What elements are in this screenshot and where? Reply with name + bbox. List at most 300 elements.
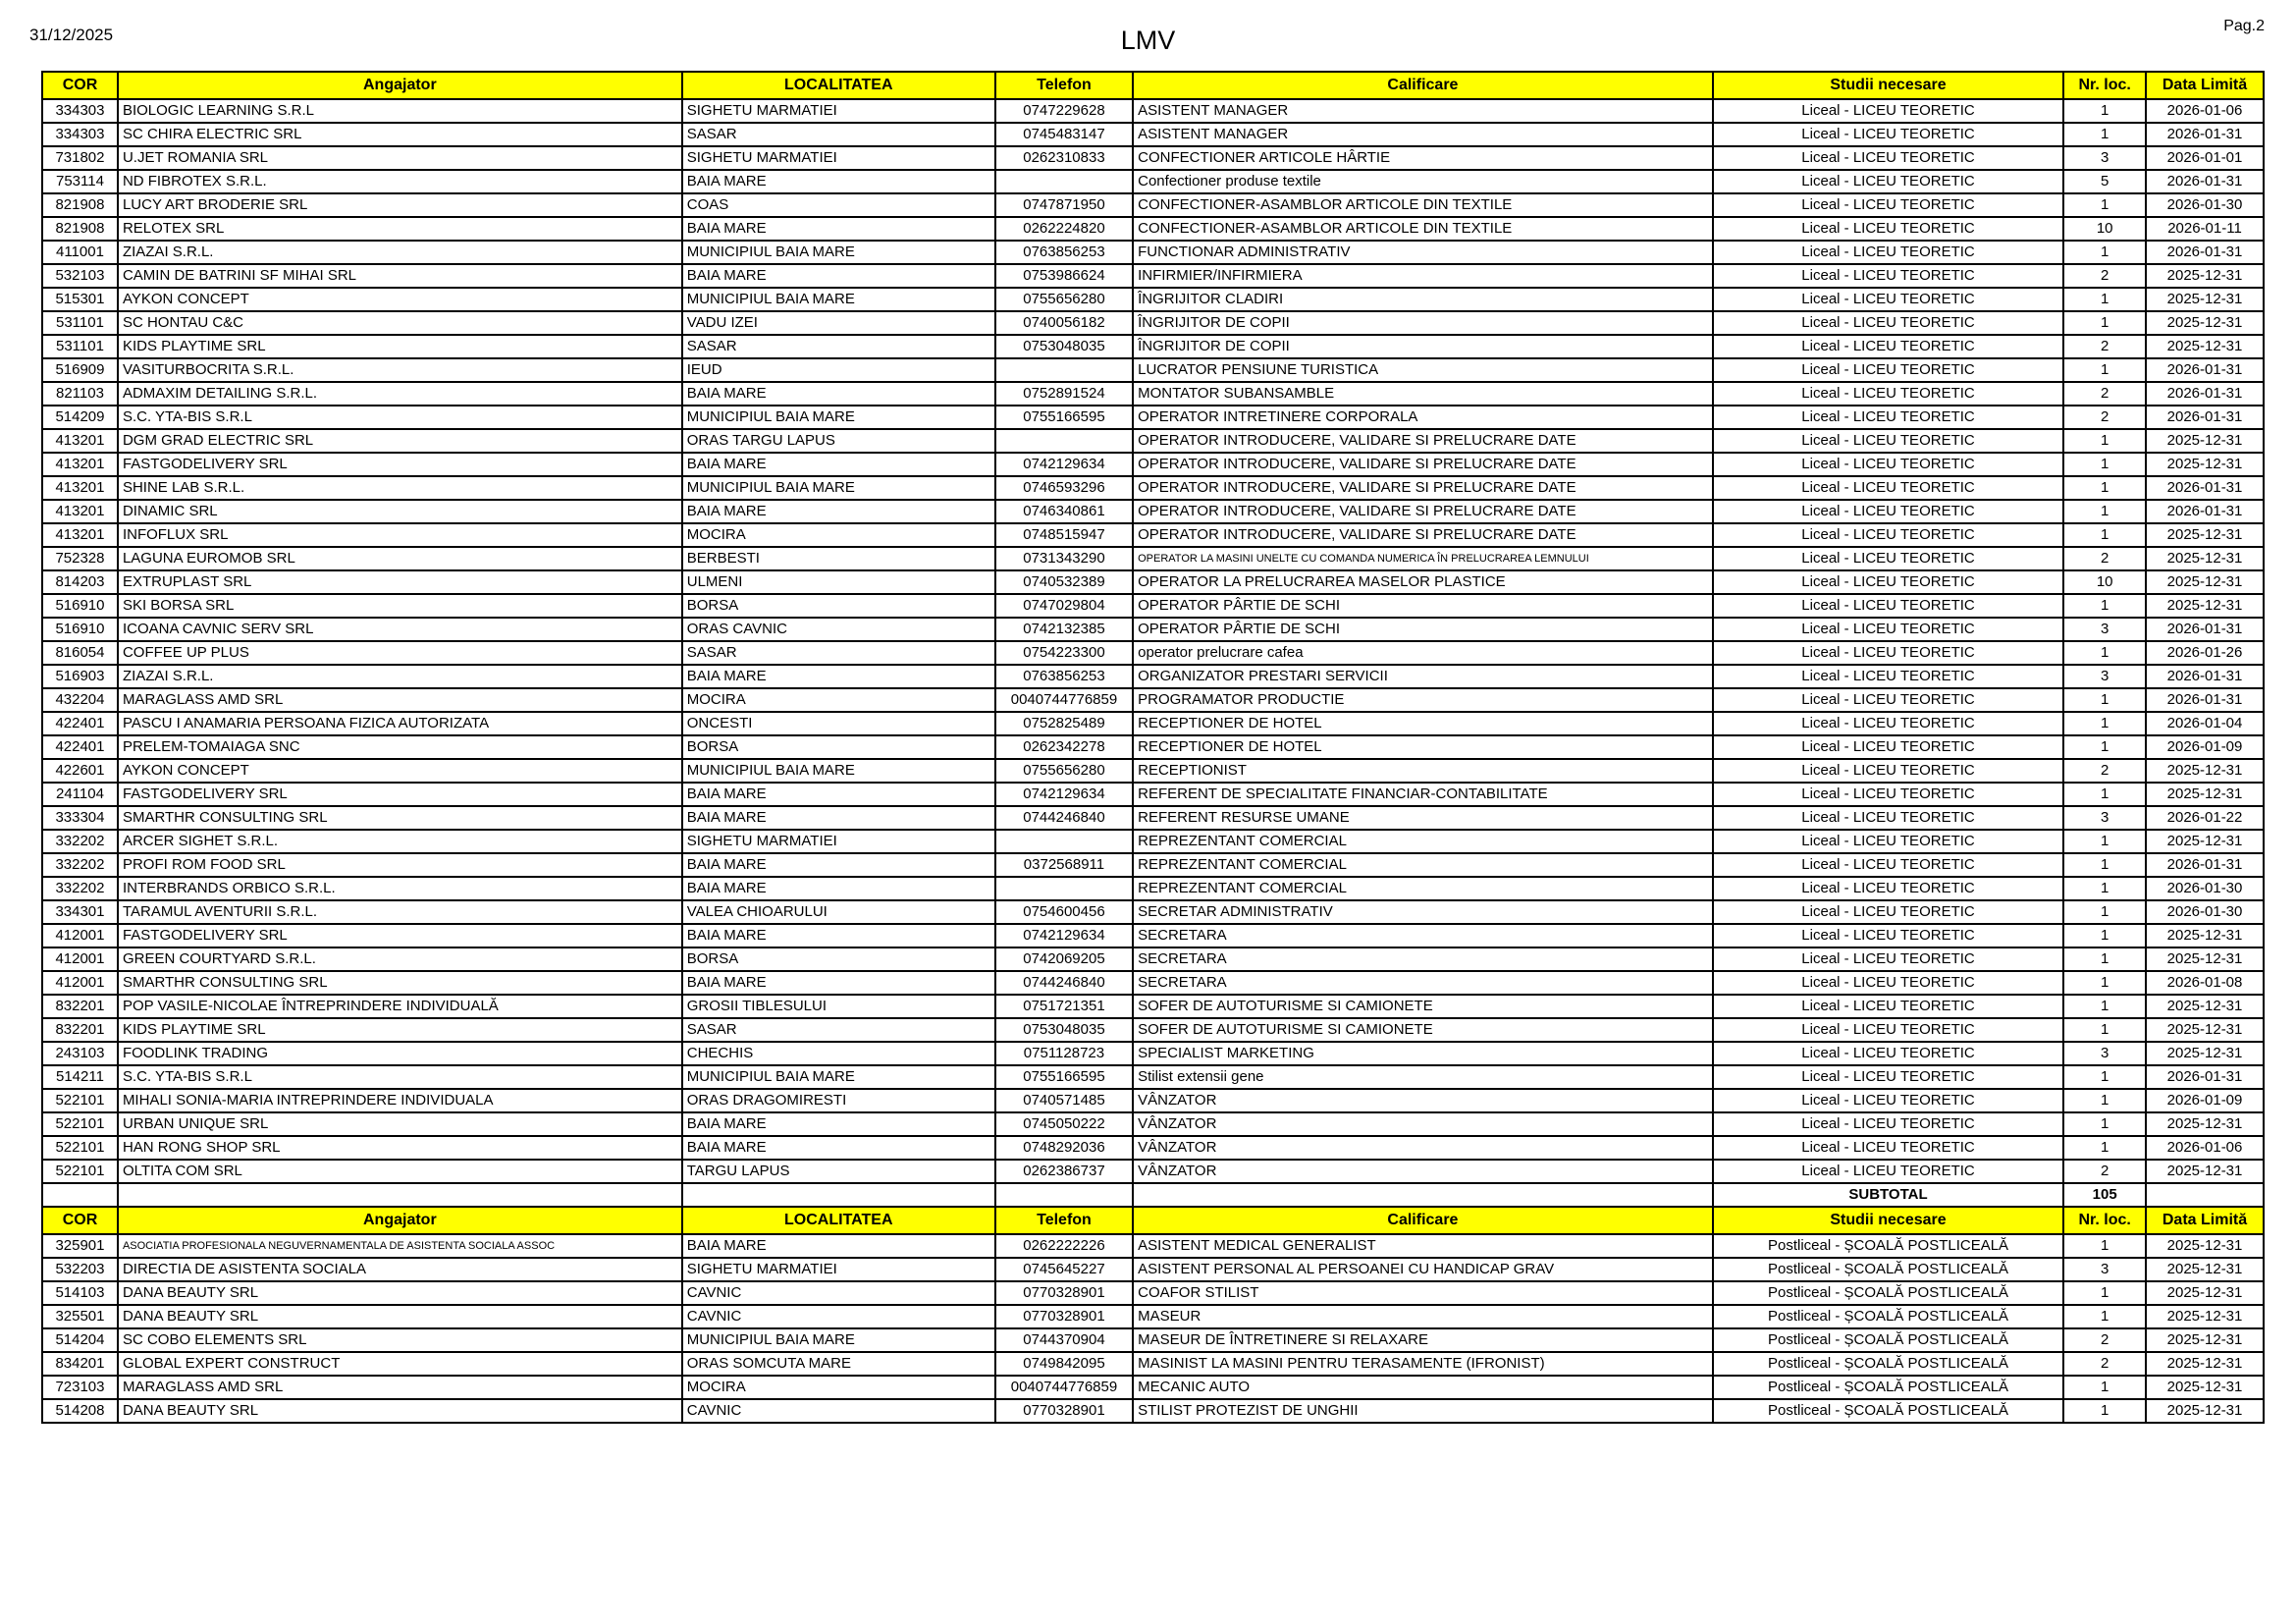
calificare-cell: CONFECTIONER ARTICOLE HÂRTIE — [1133, 146, 1713, 170]
data-limita-cell: 2025-12-31 — [2146, 995, 2264, 1018]
angajator-cell: INFOFLUX SRL — [118, 523, 682, 547]
vacancy-row — [42, 806, 2264, 830]
column-header-tel: Telefon — [995, 1207, 1133, 1234]
localitatea-cell: MUNICIPIUL BAIA MARE — [682, 1065, 995, 1089]
angajator-cell: SKI BORSA SRL — [118, 594, 682, 618]
cor-cell: 516910 — [42, 618, 118, 641]
vacancy-row — [42, 877, 2264, 900]
calificare-cell: ORGANIZATOR PRESTARI SERVICII — [1133, 665, 1713, 688]
vacancy-row — [42, 288, 2264, 311]
angajator-cell: KIDS PLAYTIME SRL — [118, 335, 682, 358]
data-limita-cell: 2026-01-01 — [2146, 146, 2264, 170]
studii-cell: Liceal - LICEU TEORETIC — [1713, 995, 2064, 1018]
telefon-cell: 0745645227 — [995, 1258, 1133, 1281]
nr-loc-cell: 10 — [2063, 570, 2146, 594]
angajator-cell: EXTRUPLAST SRL — [118, 570, 682, 594]
studii-cell: Liceal - LICEU TEORETIC — [1713, 1136, 2064, 1160]
angajator-cell: MARAGLASS AMD SRL — [118, 688, 682, 712]
data-limita-cell: 2025-12-31 — [2146, 429, 2264, 453]
nr-loc-cell: 1 — [2063, 641, 2146, 665]
calificare-cell: OPERATOR INTRODUCERE, VALIDARE SI PRELUCRARE DATE — [1133, 523, 1713, 547]
column-header-ang: Angajator — [118, 1207, 682, 1234]
angajator-cell: PRELEM-TOMAIAGA SNC — [118, 735, 682, 759]
column-header-tel: Telefon — [995, 72, 1133, 99]
cor-cell: 332202 — [42, 877, 118, 900]
cor-cell: 531101 — [42, 335, 118, 358]
column-header-cor: COR — [42, 72, 118, 99]
cor-cell: 325901 — [42, 1234, 118, 1258]
cor-cell: 332202 — [42, 830, 118, 853]
localitatea-cell: BAIA MARE — [682, 170, 995, 193]
angajator-cell: ASOCIATIA PROFESIONALA NEGUVERNAMENTALA DE ASISTENTA SOCIALA ASSOC — [118, 1234, 682, 1258]
column-header-nr: Nr. loc. — [2063, 1207, 2146, 1234]
angajator-cell: GREEN COURTYARD S.R.L. — [118, 947, 682, 971]
calificare-cell: OPERATOR INTRETINERE CORPORALA — [1133, 406, 1713, 429]
telefon-cell: 0262386737 — [995, 1160, 1133, 1183]
cor-cell: 334303 — [42, 99, 118, 123]
calificare-cell: PROGRAMATOR PRODUCTIE — [1133, 688, 1713, 712]
cor-cell: 333304 — [42, 806, 118, 830]
vacancy-row — [42, 830, 2264, 853]
cor-cell: 821103 — [42, 382, 118, 406]
telefon-cell: 0262224820 — [995, 217, 1133, 241]
vacancy-row — [42, 170, 2264, 193]
telefon-cell: 0740056182 — [995, 311, 1133, 335]
localitatea-cell: MUNICIPIUL BAIA MARE — [682, 406, 995, 429]
localitatea-cell: BAIA MARE — [682, 217, 995, 241]
studii-cell: Liceal - LICEU TEORETIC — [1713, 429, 2064, 453]
studii-cell: Liceal - LICEU TEORETIC — [1713, 1018, 2064, 1042]
cor-cell: 832201 — [42, 1018, 118, 1042]
studii-cell: Liceal - LICEU TEORETIC — [1713, 759, 2064, 783]
nr-loc-cell: 1 — [2063, 1065, 2146, 1089]
angajator-cell: GLOBAL EXPERT CONSTRUCT — [118, 1352, 682, 1376]
localitatea-cell: MOCIRA — [682, 1376, 995, 1399]
calificare-cell: OPERATOR INTRODUCERE, VALIDARE SI PRELUCRARE DATE — [1133, 429, 1713, 453]
vacancy-row — [42, 500, 2264, 523]
calificare-cell: operator prelucrare cafea — [1133, 641, 1713, 665]
localitatea-cell: BERBESTI — [682, 547, 995, 570]
calificare-cell: ÎNGRIJITOR DE COPII — [1133, 335, 1713, 358]
column-header-cal: Calificare — [1133, 72, 1713, 99]
calificare-cell: ASISTENT PERSONAL AL PERSOANEI CU HANDICAP GRAV — [1133, 1258, 1713, 1281]
angajator-cell: PASCU I ANAMARIA PERSOANA FIZICA AUTORIZATA — [118, 712, 682, 735]
telefon-cell: 0262342278 — [995, 735, 1133, 759]
studii-cell: Postliceal - ȘCOALĂ POSTLICEALĂ — [1713, 1234, 2064, 1258]
cor-cell: 334303 — [42, 123, 118, 146]
data-limita-cell: 2025-12-31 — [2146, 335, 2264, 358]
telefon-cell: 0746593296 — [995, 476, 1133, 500]
data-limita-cell: 2025-12-31 — [2146, 264, 2264, 288]
nr-loc-cell: 3 — [2063, 146, 2146, 170]
calificare-cell: VÂNZATOR — [1133, 1112, 1713, 1136]
nr-loc-cell: 3 — [2063, 1042, 2146, 1065]
angajator-cell: AYKON CONCEPT — [118, 759, 682, 783]
data-limita-cell: 2025-12-31 — [2146, 1042, 2264, 1065]
vacancy-row — [42, 1328, 2264, 1352]
telefon-cell — [995, 830, 1133, 853]
nr-loc-cell: 3 — [2063, 665, 2146, 688]
nr-loc-cell: 3 — [2063, 1258, 2146, 1281]
studii-cell: Liceal - LICEU TEORETIC — [1713, 1112, 2064, 1136]
data-limita-cell: 2025-12-31 — [2146, 830, 2264, 853]
cor-cell: 832201 — [42, 995, 118, 1018]
data-limita-cell: 2026-01-31 — [2146, 618, 2264, 641]
data-limita-cell: 2025-12-31 — [2146, 570, 2264, 594]
data-limita-cell: 2026-01-31 — [2146, 688, 2264, 712]
cor-cell: 422401 — [42, 712, 118, 735]
angajator-cell: FOODLINK TRADING — [118, 1042, 682, 1065]
studii-cell: Liceal - LICEU TEORETIC — [1713, 547, 2064, 570]
localitatea-cell: BAIA MARE — [682, 1136, 995, 1160]
vacancy-row — [42, 1042, 2264, 1065]
data-limita-cell: 2025-12-31 — [2146, 1352, 2264, 1376]
vacancy-row — [42, 1305, 2264, 1328]
cor-cell: 325501 — [42, 1305, 118, 1328]
nr-loc-cell: 1 — [2063, 688, 2146, 712]
telefon-cell: 0747029804 — [995, 594, 1133, 618]
calificare-cell: RECEPTIONER DE HOTEL — [1133, 735, 1713, 759]
nr-loc-cell: 10 — [2063, 217, 2146, 241]
studii-cell: Liceal - LICEU TEORETIC — [1713, 123, 2064, 146]
telefon-cell: 0755166595 — [995, 406, 1133, 429]
localitatea-cell: BAIA MARE — [682, 1112, 995, 1136]
data-limita-cell: 2026-01-31 — [2146, 123, 2264, 146]
telefon-cell: 0745483147 — [995, 123, 1133, 146]
cor-cell: 241104 — [42, 783, 118, 806]
cor-cell: 753114 — [42, 170, 118, 193]
studii-cell: Liceal - LICEU TEORETIC — [1713, 523, 2064, 547]
studii-cell: Liceal - LICEU TEORETIC — [1713, 146, 2064, 170]
localitatea-cell: MOCIRA — [682, 523, 995, 547]
telefon-cell: 0742129634 — [995, 453, 1133, 476]
angajator-cell: KIDS PLAYTIME SRL — [118, 1018, 682, 1042]
angajator-cell: DANA BEAUTY SRL — [118, 1305, 682, 1328]
studii-cell: Postliceal - ȘCOALĂ POSTLICEALĂ — [1713, 1305, 2064, 1328]
localitatea-cell: MUNICIPIUL BAIA MARE — [682, 759, 995, 783]
angajator-cell: FASTGODELIVERY SRL — [118, 783, 682, 806]
vacancy-row — [42, 1258, 2264, 1281]
telefon-cell: 0753986624 — [995, 264, 1133, 288]
vacancy-row — [42, 1399, 2264, 1423]
cor-cell: 413201 — [42, 500, 118, 523]
nr-loc-cell: 2 — [2063, 382, 2146, 406]
vacancy-table-body — [42, 72, 2264, 1423]
localitatea-cell: MUNICIPIUL BAIA MARE — [682, 288, 995, 311]
telefon-cell: 0744370904 — [995, 1328, 1133, 1352]
data-limita-cell: 2025-12-31 — [2146, 1281, 2264, 1305]
nr-loc-cell: 1 — [2063, 1281, 2146, 1305]
data-limita-cell: 2026-01-31 — [2146, 853, 2264, 877]
cor-cell: 522101 — [42, 1089, 118, 1112]
data-limita-cell: 2026-01-30 — [2146, 193, 2264, 217]
telefon-cell: 0754223300 — [995, 641, 1133, 665]
cor-cell: 532203 — [42, 1258, 118, 1281]
studii-cell: Liceal - LICEU TEORETIC — [1713, 783, 2064, 806]
data-limita-cell: 2026-01-31 — [2146, 358, 2264, 382]
data-limita-cell: 2026-01-30 — [2146, 900, 2264, 924]
studii-cell: Liceal - LICEU TEORETIC — [1713, 335, 2064, 358]
studii-cell: Liceal - LICEU TEORETIC — [1713, 947, 2064, 971]
data-limita-cell: 2026-01-31 — [2146, 1065, 2264, 1089]
nr-loc-cell: 1 — [2063, 1399, 2146, 1423]
angajator-cell: LUCY ART BRODERIE SRL — [118, 193, 682, 217]
nr-loc-cell: 1 — [2063, 1234, 2146, 1258]
vacancy-row — [42, 1352, 2264, 1376]
telefon-cell: 0748515947 — [995, 523, 1133, 547]
cor-cell: 723103 — [42, 1376, 118, 1399]
nr-loc-cell: 2 — [2063, 335, 2146, 358]
localitatea-cell: VALEA CHIOARULUI — [682, 900, 995, 924]
table-header-row — [42, 72, 2264, 99]
data-limita-cell: 2025-12-31 — [2146, 947, 2264, 971]
data-limita-cell: 2026-01-09 — [2146, 1089, 2264, 1112]
cor-cell: 516910 — [42, 594, 118, 618]
studii-cell: Liceal - LICEU TEORETIC — [1713, 500, 2064, 523]
vacancy-row — [42, 1234, 2264, 1258]
cor-cell: 243103 — [42, 1042, 118, 1065]
nr-loc-cell: 1 — [2063, 1089, 2146, 1112]
studii-cell: Liceal - LICEU TEORETIC — [1713, 641, 2064, 665]
studii-cell: Liceal - LICEU TEORETIC — [1713, 618, 2064, 641]
telefon-cell: 0746340861 — [995, 500, 1133, 523]
data-limita-cell: 2025-12-31 — [2146, 453, 2264, 476]
studii-cell: Postliceal - ȘCOALĂ POSTLICEALĂ — [1713, 1352, 2064, 1376]
angajator-cell: SMARTHR CONSULTING SRL — [118, 806, 682, 830]
nr-loc-cell: 1 — [2063, 877, 2146, 900]
calificare-cell: OPERATOR LA PRELUCRAREA MASELOR PLASTICE — [1133, 570, 1713, 594]
calificare-cell: MASEUR — [1133, 1305, 1713, 1328]
nr-loc-cell: 1 — [2063, 830, 2146, 853]
vacancy-row — [42, 429, 2264, 453]
localitatea-cell: BORSA — [682, 735, 995, 759]
localitatea-cell: MOCIRA — [682, 688, 995, 712]
localitatea-cell: SIGHETU MARMATIEI — [682, 1258, 995, 1281]
telefon-cell — [995, 170, 1133, 193]
studii-cell: Liceal - LICEU TEORETIC — [1713, 170, 2064, 193]
vacancy-row — [42, 146, 2264, 170]
data-limita-cell: 2026-01-31 — [2146, 665, 2264, 688]
angajator-cell: RELOTEX SRL — [118, 217, 682, 241]
studii-cell: Liceal - LICEU TEORETIC — [1713, 900, 2064, 924]
nr-loc-cell: 1 — [2063, 99, 2146, 123]
cor-cell: 412001 — [42, 924, 118, 947]
localitatea-cell: VADU IZEI — [682, 311, 995, 335]
nr-loc-cell: 1 — [2063, 1376, 2146, 1399]
nr-loc-cell: 1 — [2063, 947, 2146, 971]
vacancy-row — [42, 358, 2264, 382]
localitatea-cell: CAVNIC — [682, 1305, 995, 1328]
calificare-cell: ASISTENT MANAGER — [1133, 99, 1713, 123]
nr-loc-cell: 1 — [2063, 193, 2146, 217]
nr-loc-cell: 1 — [2063, 241, 2146, 264]
nr-loc-cell: 1 — [2063, 358, 2146, 382]
telefon-cell: 0745050222 — [995, 1112, 1133, 1136]
cor-cell: 515301 — [42, 288, 118, 311]
angajator-cell: DIRECTIA DE ASISTENTA SOCIALA — [118, 1258, 682, 1281]
telefon-cell: 0372568911 — [995, 853, 1133, 877]
calificare-cell: FUNCTIONAR ADMINISTRATIV — [1133, 241, 1713, 264]
calificare-cell: RECEPTIONER DE HOTEL — [1133, 712, 1713, 735]
studii-cell: Liceal - LICEU TEORETIC — [1713, 665, 2064, 688]
angajator-cell: MARAGLASS AMD SRL — [118, 1376, 682, 1399]
calificare-cell: MASINIST LA MASINI PENTRU TERASAMENTE (IFRONIST) — [1133, 1352, 1713, 1376]
studii-cell: Liceal - LICEU TEORETIC — [1713, 877, 2064, 900]
nr-loc-cell: 1 — [2063, 123, 2146, 146]
vacancy-row — [42, 1089, 2264, 1112]
angajator-cell: SHINE LAB S.R.L. — [118, 476, 682, 500]
data-limita-cell: 2025-12-31 — [2146, 1258, 2264, 1281]
localitatea-cell: MUNICIPIUL BAIA MARE — [682, 476, 995, 500]
vacancy-row — [42, 335, 2264, 358]
studii-cell: Liceal - LICEU TEORETIC — [1713, 406, 2064, 429]
cor-cell: 532103 — [42, 264, 118, 288]
vacancy-row — [42, 1281, 2264, 1305]
nr-loc-cell: 1 — [2063, 500, 2146, 523]
localitatea-cell: IEUD — [682, 358, 995, 382]
vacancy-row — [42, 1160, 2264, 1183]
data-limita-cell: 2026-01-31 — [2146, 170, 2264, 193]
calificare-cell: OPERATOR INTRODUCERE, VALIDARE SI PRELUCRARE DATE — [1133, 500, 1713, 523]
nr-loc-cell: 1 — [2063, 1018, 2146, 1042]
studii-cell: Liceal - LICEU TEORETIC — [1713, 288, 2064, 311]
calificare-cell: CONFECTIONER-ASAMBLOR ARTICOLE DIN TEXTILE — [1133, 217, 1713, 241]
localitatea-cell: BAIA MARE — [682, 382, 995, 406]
data-limita-cell: 2026-01-04 — [2146, 712, 2264, 735]
studii-cell: Postliceal - ȘCOALĂ POSTLICEALĂ — [1713, 1281, 2064, 1305]
vacancy-row — [42, 947, 2264, 971]
data-limita-cell: 2026-01-06 — [2146, 1136, 2264, 1160]
telefon-cell — [995, 429, 1133, 453]
nr-loc-cell: 2 — [2063, 547, 2146, 570]
vacancy-row — [42, 264, 2264, 288]
calificare-cell: OPERATOR PÂRTIE DE SCHI — [1133, 618, 1713, 641]
studii-cell: Postliceal - ȘCOALĂ POSTLICEALĂ — [1713, 1376, 2064, 1399]
calificare-cell: MONTATOR SUBANSAMBLE — [1133, 382, 1713, 406]
nr-loc-cell: 5 — [2063, 170, 2146, 193]
calificare-cell: ÎNGRIJITOR DE COPII — [1133, 311, 1713, 335]
vacancy-row — [42, 311, 2264, 335]
column-header-stu: Studii necesare — [1713, 72, 2064, 99]
calificare-cell: RECEPTIONIST — [1133, 759, 1713, 783]
studii-cell: Liceal - LICEU TEORETIC — [1713, 712, 2064, 735]
telefon-cell: 0755166595 — [995, 1065, 1133, 1089]
localitatea-cell: BAIA MARE — [682, 853, 995, 877]
telefon-cell: 0740532389 — [995, 570, 1133, 594]
vacancy-row — [42, 1018, 2264, 1042]
angajator-cell: DANA BEAUTY SRL — [118, 1281, 682, 1305]
telefon-cell: 0763856253 — [995, 241, 1133, 264]
data-limita-cell: 2025-12-31 — [2146, 759, 2264, 783]
angajator-cell: SC HONTAU C&C — [118, 311, 682, 335]
cor-cell: 432204 — [42, 688, 118, 712]
calificare-cell: MECANIC AUTO — [1133, 1376, 1713, 1399]
telefon-cell: 0749842095 — [995, 1352, 1133, 1376]
angajator-cell: ZIAZAI S.R.L. — [118, 665, 682, 688]
angajator-cell: COFFEE UP PLUS — [118, 641, 682, 665]
data-limita-cell: 2025-12-31 — [2146, 1328, 2264, 1352]
localitatea-cell: CHECHIS — [682, 1042, 995, 1065]
vacancy-row — [42, 453, 2264, 476]
cor-cell — [42, 1183, 118, 1207]
nr-loc-cell: 1 — [2063, 1136, 2146, 1160]
data-limita-cell: 2025-12-31 — [2146, 288, 2264, 311]
calificare-cell: ASISTENT MANAGER — [1133, 123, 1713, 146]
calificare-cell: COAFOR STILIST — [1133, 1281, 1713, 1305]
calificare-cell: REPREZENTANT COMERCIAL — [1133, 830, 1713, 853]
telefon-cell: 0744246840 — [995, 806, 1133, 830]
subtotal-row — [42, 1183, 2264, 1207]
column-header-loc: LOCALITATEA — [682, 1207, 995, 1234]
nr-loc-cell: 2 — [2063, 759, 2146, 783]
subtotal-label: SUBTOTAL — [1713, 1183, 2064, 1207]
vacancy-row — [42, 900, 2264, 924]
angajator-cell: FASTGODELIVERY SRL — [118, 453, 682, 476]
angajator-cell: FASTGODELIVERY SRL — [118, 924, 682, 947]
studii-cell: Liceal - LICEU TEORETIC — [1713, 358, 2064, 382]
studii-cell: Liceal - LICEU TEORETIC — [1713, 570, 2064, 594]
studii-cell: Liceal - LICEU TEORETIC — [1713, 99, 2064, 123]
telefon-cell: 0731343290 — [995, 547, 1133, 570]
angajator-cell: BIOLOGIC LEARNING S.R.L — [118, 99, 682, 123]
data-limita-cell: 2026-01-30 — [2146, 877, 2264, 900]
studii-cell: Liceal - LICEU TEORETIC — [1713, 806, 2064, 830]
localitatea-cell: MUNICIPIUL BAIA MARE — [682, 241, 995, 264]
calificare-cell: SOFER DE AUTOTURISME SI CAMIONETE — [1133, 1018, 1713, 1042]
calificare-cell: ÎNGRIJITOR CLADIRI — [1133, 288, 1713, 311]
cor-cell: 516903 — [42, 665, 118, 688]
calificare-cell: Confectioner produse textile — [1133, 170, 1713, 193]
column-header-dl: Data Limită — [2146, 1207, 2264, 1234]
nr-loc-cell: 2 — [2063, 1160, 2146, 1183]
telefon-cell: 0744246840 — [995, 971, 1133, 995]
telefon-cell: 0742129634 — [995, 924, 1133, 947]
angajator-cell: PROFI ROM FOOD SRL — [118, 853, 682, 877]
studii-cell: Liceal - LICEU TEORETIC — [1713, 853, 2064, 877]
angajator-cell: OLTITA COM SRL — [118, 1160, 682, 1183]
telefon-cell: 0753048035 — [995, 1018, 1133, 1042]
studii-cell: Liceal - LICEU TEORETIC — [1713, 264, 2064, 288]
vacancy-row — [42, 123, 2264, 146]
telefon-cell: 0770328901 — [995, 1281, 1133, 1305]
nr-loc-cell: 1 — [2063, 995, 2146, 1018]
cor-cell: 413201 — [42, 453, 118, 476]
nr-loc-cell: 1 — [2063, 594, 2146, 618]
localitatea-cell: ONCESTI — [682, 712, 995, 735]
cor-cell: 752328 — [42, 547, 118, 570]
cor-cell: 413201 — [42, 476, 118, 500]
studii-cell: Postliceal - ȘCOALĂ POSTLICEALĂ — [1713, 1258, 2064, 1281]
telefon-cell: 0752891524 — [995, 382, 1133, 406]
data-limita-cell: 2026-01-31 — [2146, 476, 2264, 500]
telefon-cell: 0040744776859 — [995, 1376, 1133, 1399]
studii-cell: Liceal - LICEU TEORETIC — [1713, 453, 2064, 476]
cor-cell: 821908 — [42, 217, 118, 241]
calificare-cell: VÂNZATOR — [1133, 1089, 1713, 1112]
angajator-cell: DGM GRAD ELECTRIC SRL — [118, 429, 682, 453]
vacancy-row — [42, 1376, 2264, 1399]
localitatea-cell: BAIA MARE — [682, 806, 995, 830]
angajator-cell: URBAN UNIQUE SRL — [118, 1112, 682, 1136]
vacancy-row — [42, 924, 2264, 947]
data-limita-cell: 2025-12-31 — [2146, 523, 2264, 547]
studii-cell: Liceal - LICEU TEORETIC — [1713, 217, 2064, 241]
angajator-cell: S.C. YTA-BIS S.R.L — [118, 406, 682, 429]
telefon-cell: 0770328901 — [995, 1305, 1133, 1328]
nr-loc-cell: 1 — [2063, 900, 2146, 924]
calificare-cell: VÂNZATOR — [1133, 1136, 1713, 1160]
nr-loc-cell: 3 — [2063, 618, 2146, 641]
